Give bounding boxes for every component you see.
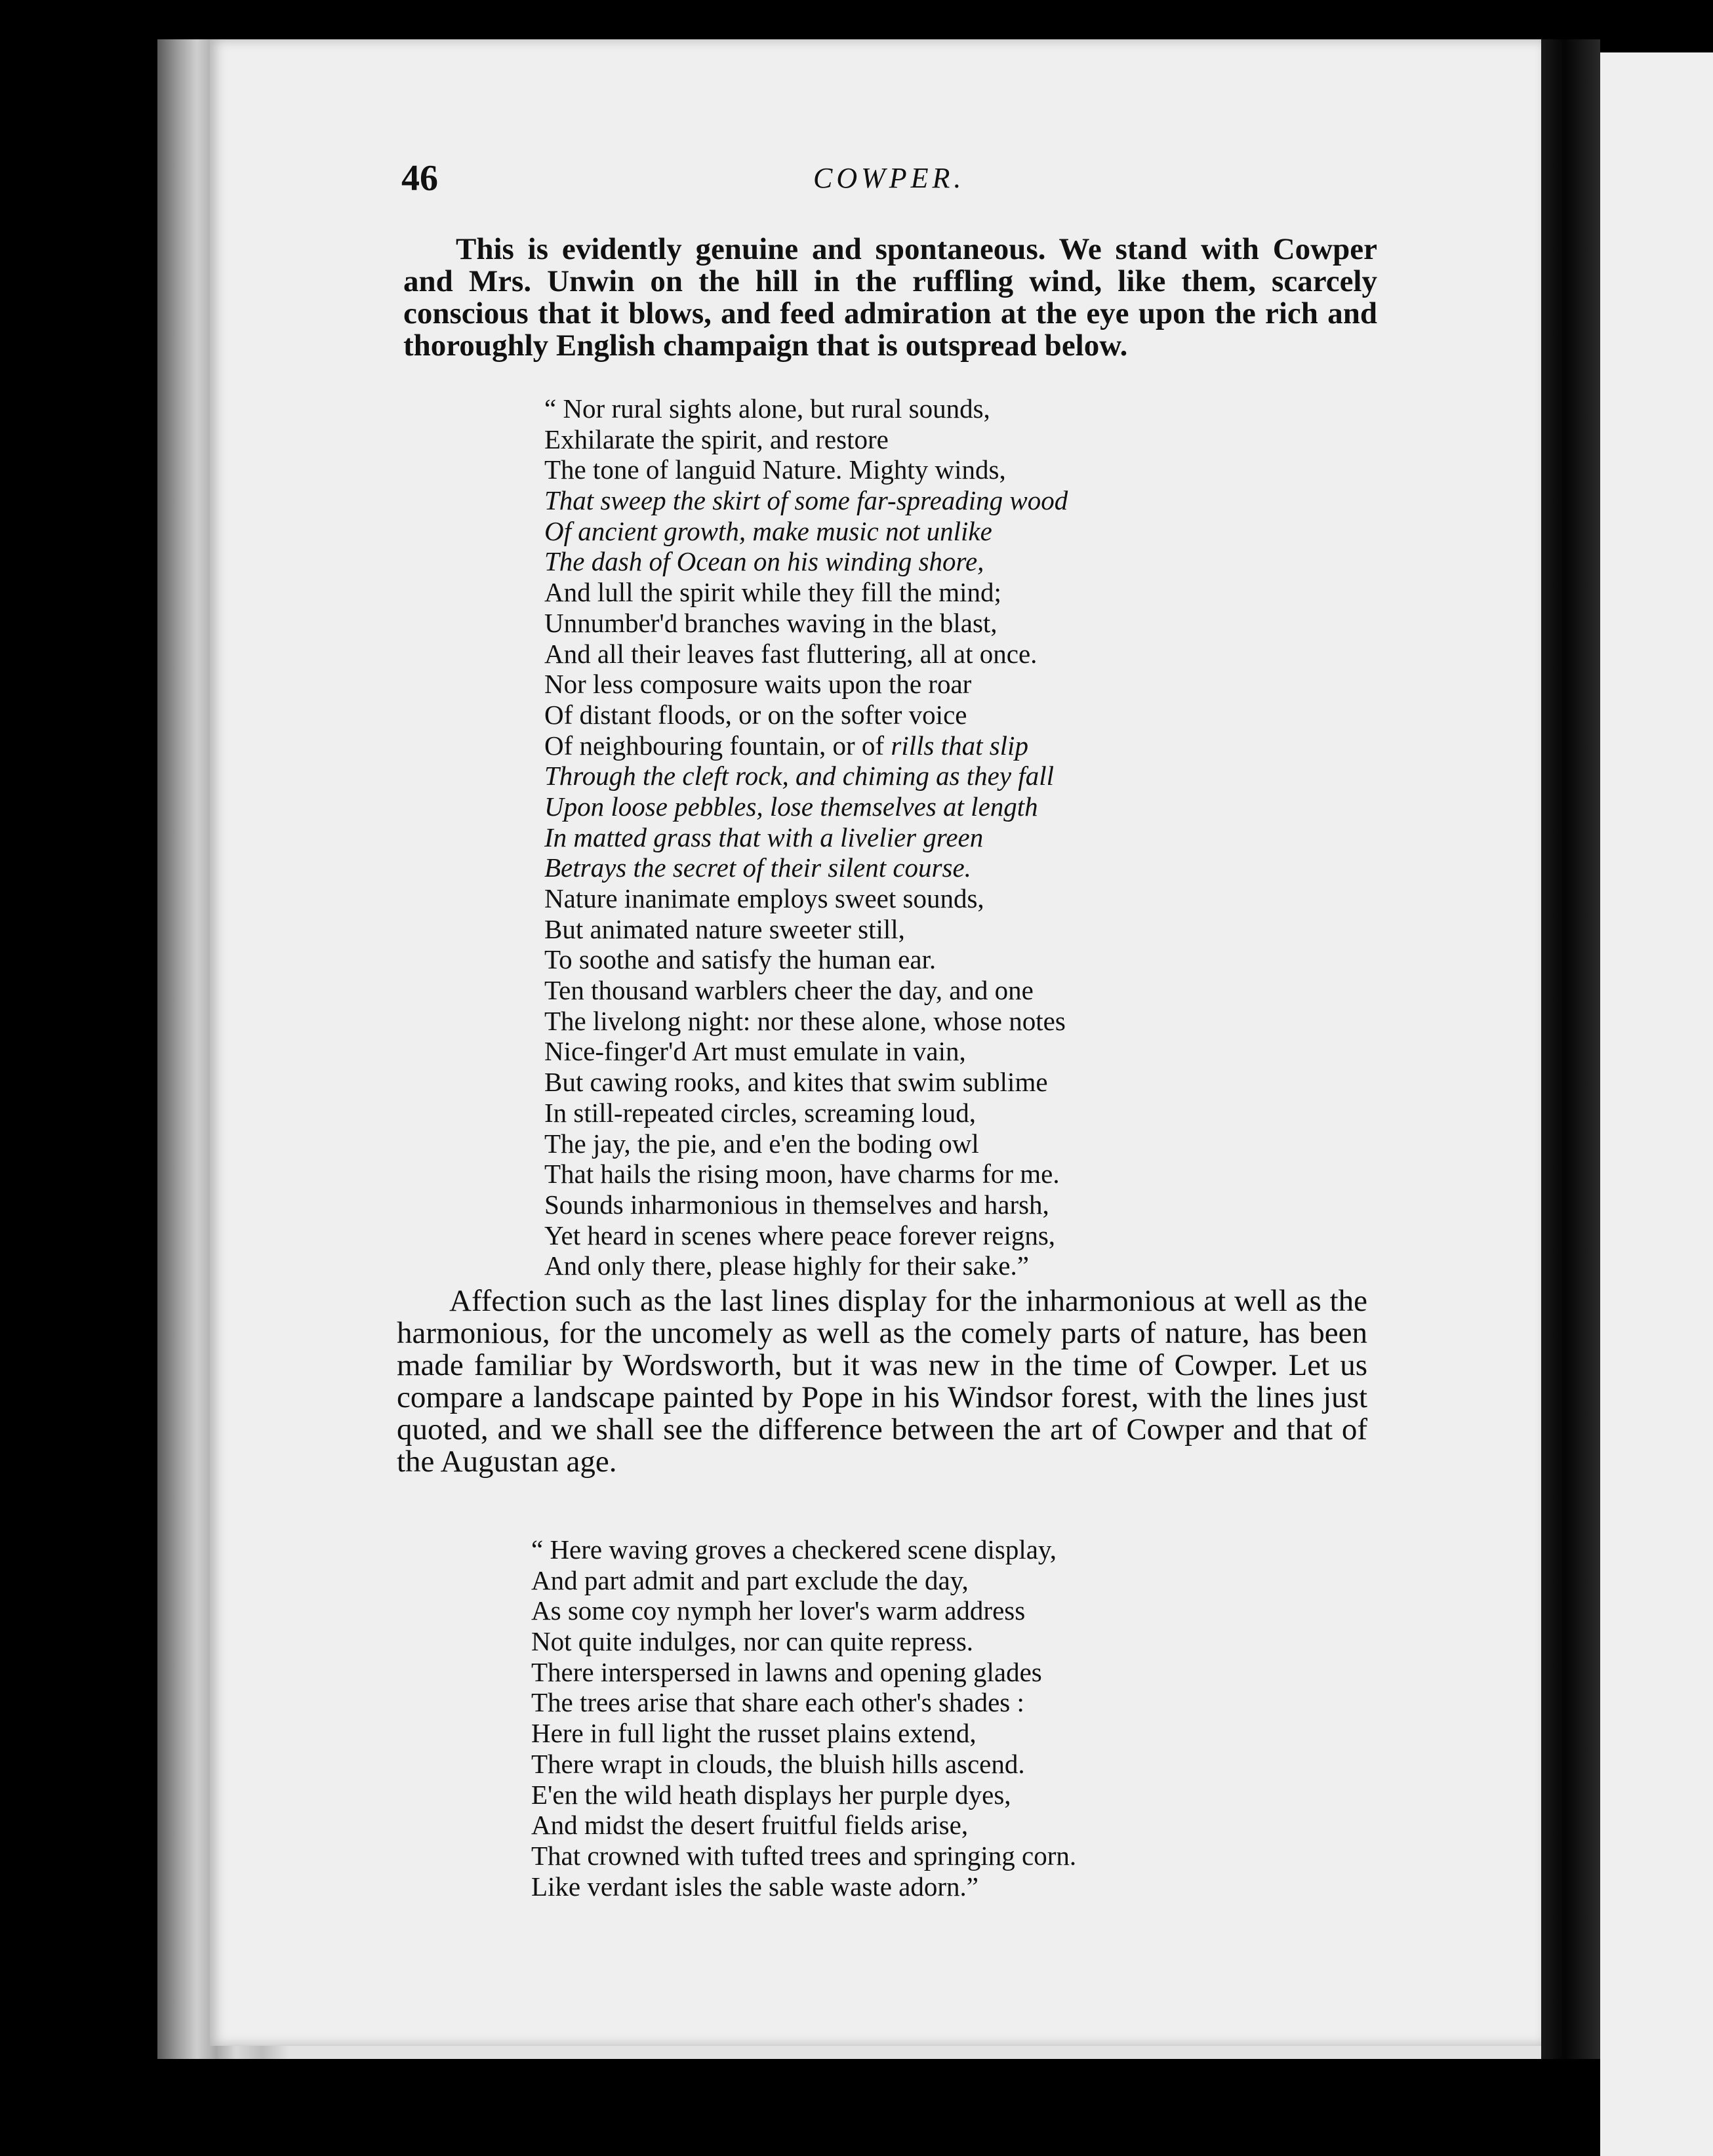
- poem-1-line: In still-repeated circles, screaming loud,: [544, 1097, 977, 1128]
- page-header: [0, 157, 1713, 210]
- poem-1-line: Betrays the secret of their silent course.: [544, 852, 971, 883]
- poem-1-line: But cawing rooks, and kites that swim sublime: [544, 1067, 1048, 1098]
- poem-1-line: That hails the rising moon, have charms for me.: [544, 1159, 1060, 1189]
- poem-2-line: Here in full light the russet plains extend,: [531, 1718, 977, 1749]
- poem-2-line: There wrapt in clouds, the bluish hills ascend.: [531, 1748, 1025, 1779]
- poem-1-line: The tone of languid Nature. Mighty winds,: [544, 454, 1006, 485]
- poem-2-line: And midst the desert fruitful fields arise,: [531, 1810, 969, 1841]
- poem-2-line: There interspersed in lawns and opening glades: [531, 1656, 1042, 1687]
- poem-1-line: The jay, the pie, and e'en the boding owl: [544, 1128, 979, 1159]
- paragraph-1-text: This is evidently genuine and spontaneous. We stand with Cowper and Mrs. Unwin on the hill in the ruffling wind, like them, scarcely conscious that it blows, and feed admiration at the eye upon the rich and thoroughly English champaign that is outspread below.: [403, 232, 1377, 363]
- poem-1-line: Of ancient growth, make music not unlike: [544, 515, 992, 546]
- paragraph-2: [397, 1285, 1367, 1478]
- poem-2-line: E'en the wild heath displays her purple dyes,: [531, 1779, 1011, 1810]
- poem-quote-2: [531, 1534, 1076, 1902]
- poem-1-line: The dash of Ocean on his winding shore,: [544, 546, 984, 577]
- page-number: 46: [401, 158, 438, 199]
- poem-2-line: That crowned with tufted trees and springing corn.: [531, 1840, 1077, 1871]
- poem-1-line: Yet heard in scenes where peace forever reigns,: [544, 1220, 1056, 1250]
- poem-1-line: Through the cleft rock, and chiming as they fall: [544, 761, 1054, 791]
- poem-2-line: Like verdant isles the sable waste adorn.”: [531, 1871, 978, 1902]
- poem-1-line: Nor less composure waits upon the roar: [544, 669, 972, 700]
- facing-page: [1600, 52, 1713, 2156]
- poem-1-line: “ Nor rural sights alone, but rural sounds,: [544, 393, 990, 424]
- running-title: COWPER.: [813, 162, 965, 194]
- poem-1-line: And lull the spirit while they fill the mind;: [544, 577, 1001, 608]
- poem-1-line: To soothe and satisfy the human ear.: [544, 944, 937, 975]
- poem-2-line: Not quite indulges, nor can quite repress.: [531, 1626, 974, 1657]
- poem-1-line: Ten thousand warblers cheer the day, and one: [544, 975, 1034, 1006]
- poem-2-line: As some coy nymph her lover's warm address: [531, 1595, 1026, 1626]
- poem-1-line: The livelong night: nor these alone, whose notes: [544, 1005, 1066, 1036]
- poem-1-line: Upon loose pebbles, lose themselves at length: [544, 791, 1038, 822]
- book-gutter: [1541, 39, 1600, 2059]
- poem-1-line: Unnumber'd branches waving in the blast,: [544, 607, 998, 638]
- poem-1-line: Exhilarate the spirit, and restore: [544, 424, 889, 454]
- poem-1-line: Nature inanimate employs sweet sounds,: [544, 883, 984, 913]
- poem-1-line: Nice-finger'd Art must emulate in vain,: [544, 1036, 966, 1067]
- poem-1-line: But animated nature sweeter still,: [544, 913, 905, 944]
- poem-quote-1: [544, 393, 1068, 1281]
- poem-1-line: In matted grass that with a livelier green: [544, 822, 984, 852]
- poem-1-line: Sounds inharmonious in themselves and harsh,: [544, 1189, 1049, 1220]
- poem-2-line: And part admit and part exclude the day,: [531, 1565, 969, 1595]
- poem-1-line: And only there, please highly for their sake.”: [544, 1250, 1029, 1281]
- poem-2-line: The trees arise that share each other's shades :: [531, 1687, 1024, 1718]
- paragraph-1: [403, 233, 1377, 362]
- paragraph-2-text: Affection such as the last lines display for the inharmonious at well as the harmonious, for the uncomely as well as the comely parts of nature, has been made familiar by Wordsworth, but it was new in the time of Cowper. Let us compare a landscape painted by Pope in his Windsor forest, with the lines just quoted, and we shall see the difference between the art of Cowper and that of the Augustan age.: [397, 1284, 1367, 1479]
- poem-1-line: And all their leaves fast fluttering, all at once.: [544, 638, 1038, 669]
- poem-1-line: That sweep the skirt of some far-spreading wood: [544, 485, 1068, 516]
- poem-1-line: Of distant floods, or on the softer voice: [544, 699, 967, 730]
- poem-1-line: Of neighbouring fountain, or of rills that slip: [544, 730, 1028, 761]
- poem-2-line: “ Here waving groves a checkered scene display,: [531, 1534, 1057, 1565]
